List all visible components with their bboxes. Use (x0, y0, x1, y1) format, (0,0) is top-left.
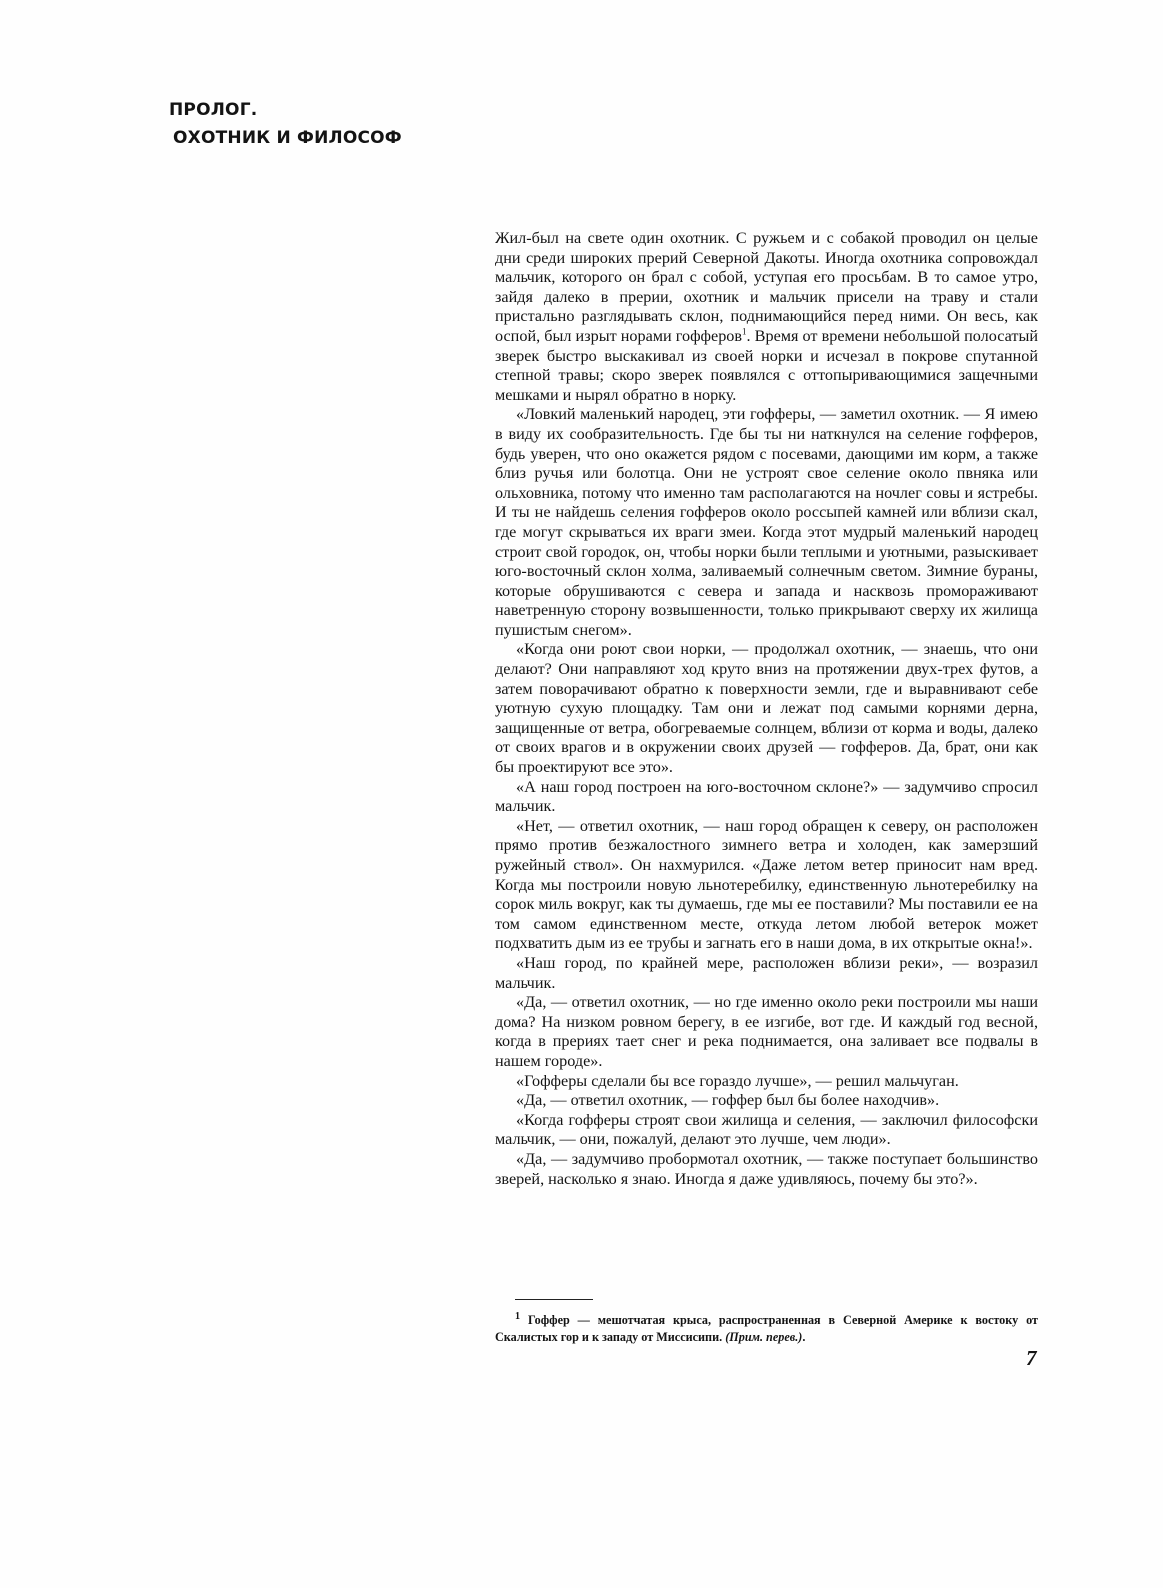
chapter-heading-line-1: ПРОЛОГ. (169, 100, 258, 120)
footnote (495, 1308, 1038, 1346)
footnote-translator-note: (Прим. перев.) (725, 1330, 803, 1345)
page-number: 7 (1026, 1346, 1037, 1370)
paragraph-7: «Да, — ответил охотник, — но где именно около реки построили мы наши дома? На низком ровном берегу, в ее изгибе, вот где. И каждый год весной, когда в прериях тает снег и река поднимается, она заливает все подвалы в нашем городе». (495, 993, 1038, 1070)
paragraph-1-text: Жил-был на свете один охотник. С ружьем и с собакой проводил он целые дни среди широких прерий Северной Дакоты. Иногда охотника сопровождал мальчик, которого он брал с собой, уступая его просьбам. В то самое утро, зайдя далеко в прерии, охотник и мальчик присели на траву и стали пристально разглядывать склон, поднимающийся перед ними. Он весь, как оспой, был изрыт норами гофферов (495, 229, 1038, 345)
chapter-heading-line-2: ОХОТНИК И ФИЛОСОФ (173, 128, 402, 148)
footnote-text: Гоффер — мешотчатая крыса, распространенная в Северной Америке к востоку от Скалистых гор и к западу от Миссисипи. (495, 1313, 1039, 1345)
paragraph-8: «Гофферы сделали бы все гораздо лучше», — решил мальчуган. (516, 1071, 959, 1090)
paragraph-5: «Нет, — ответил охотник, — наш город обращен к северу, он расположен прямо против безжалостного зимнего ветра и холоден, как замерзший ружейный ствол». Он нахмурился. «Даже летом ветер приносит нам вред. Когда мы построили новую льнотеребилку, единственную льнотеребилку на сорок миль вокруг, как ты думаешь, где мы ее поставили? Мы поставили ее на том самом единственном месте, откуда летом любой ветерок может подхватить дым из ее трубы и загнать его в наши дома, в их открытые окна!». (495, 816, 1038, 953)
footnote-ref: 1 (742, 326, 747, 337)
paragraph-6: «Наш город, по крайней мере, расположен вблизи реки», — возразил мальчик. (495, 953, 1038, 992)
footnote-end: . (802, 1330, 806, 1345)
paragraph-1-text-after: . Время от времени небольшой полосатый зверек быстро выскакивал из своей норки и исчезал в покрове спутанной степной травы; скоро зверек появлялся с оттопыривающимися защечными мешками и нырял обратно в норку. (495, 326, 1039, 404)
footnote-mark: 1 (515, 1311, 521, 1322)
body-text (495, 229, 1038, 1189)
paragraph-11: «Да, — задумчиво пробормотал охотник, — также поступает большинство зверей, насколько я знаю. Иногда я даже удивляюсь, почему бы это?». (495, 1149, 1038, 1188)
chapter-heading (169, 96, 402, 152)
paragraph-3: «Когда они роют свои норки, — продолжал охотник, — знаешь, что они делают? Они направляют ход круто вниз на протяжении двух-трех футов, а затем поворачивают обратно к поверхности земли, где и выравнивают себе уютную сухую площадку. Там они и лежат под самыми корнями дерна, защищенные от ветра, обогреваемые солнцем, вблизи от корма и воды, далеко от своих врагов и в окружении своих друзей — гофферов. Да, брат, они как бы проектируют все это». (495, 640, 1038, 777)
paragraph-2: «Ловкий маленький народец, эти гофферы, — заметил охотник. — Я имею в виду их сообразительность. Где бы ты ни наткнулся на селение гофферов, будь уверен, что оно окажется рядом с посевами, дающими им корм, а также близ ручья или болотца. Они не устроят свое селение около пвняка или ольховника, потому что именно там располагаются на ночлег совы и ястребы. И ты не найдешь селения гофферов около россыпей камней или вблизи скал, где могут скрываться их враги змеи. Когда этот мудрый маленький народец строит свой городок, он, чтобы норки были теплыми и уютными, разыскивает юго-восточный склон холма, заливаемый солнечным светом. Зимние бураны, которые обрушиваются с севера и запада и насквозь промораживают наветренную сторону возвышенности, только прикрывают сверху их жилища пушистым снегом». (495, 405, 1038, 639)
footnote-divider (515, 1299, 593, 1300)
paragraph-4: «А наш город построен на юго-восточном склоне?» — задумчиво спросил мальчик. (495, 777, 1038, 816)
paragraph-1 (495, 229, 1038, 405)
paragraph-10: «Когда гофферы строят свои жилища и селения, — заключил философски мальчик, — они, пожалуй, делают это лучше, чем люди». (495, 1110, 1038, 1149)
paragraph-9: «Да, — ответил охотник, — гоффер был бы более находчив». (516, 1091, 940, 1110)
